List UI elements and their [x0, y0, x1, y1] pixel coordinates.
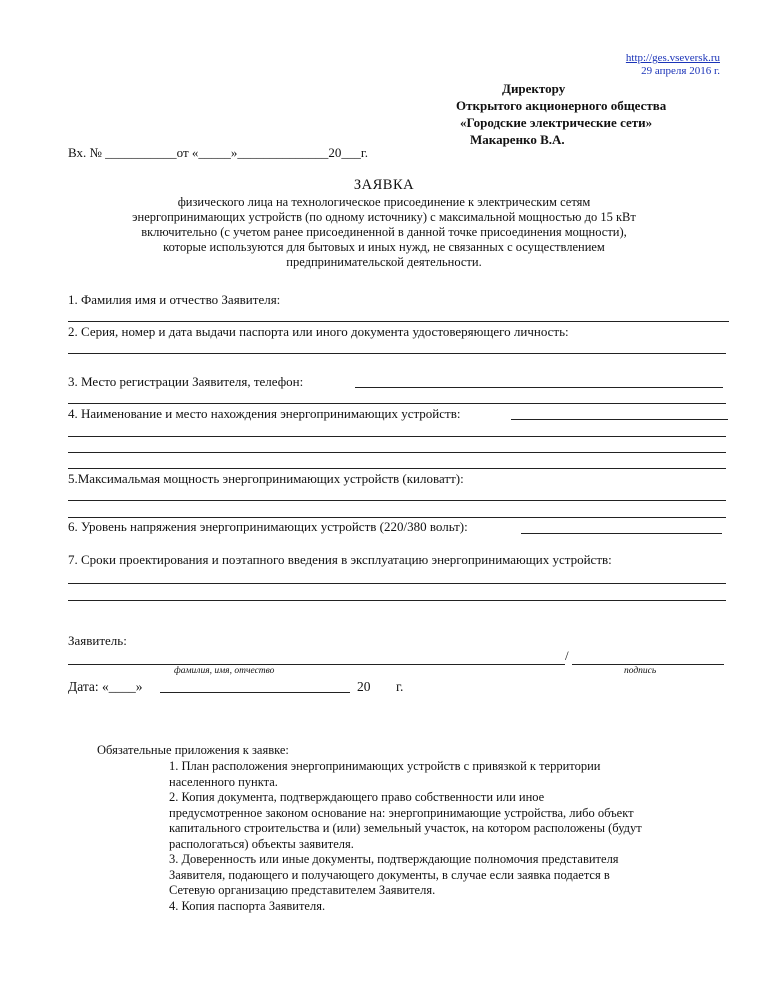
source-date: 29 апреля 2016 г.: [641, 65, 720, 77]
field-4-fill-line[interactable]: [511, 419, 728, 420]
addressee-block: [456, 80, 666, 148]
field-1-fill-line[interactable]: [68, 321, 729, 322]
date-fill-line[interactable]: [160, 692, 350, 693]
signature-line[interactable]: [572, 664, 724, 665]
field-3-fill-line-2[interactable]: [68, 403, 726, 404]
field-4-fill-line-3[interactable]: [68, 452, 726, 453]
subtitle-line: энергопринимающих устройств (по одному источнику) с максимальной мощностью до 15 кВт: [132, 210, 636, 224]
date-year: 20: [357, 679, 371, 694]
applicant-name-line[interactable]: [68, 664, 565, 665]
attachments-list: [169, 759, 642, 914]
date-year-suffix: г.: [396, 679, 404, 694]
subtitle-line: предпринимательской деятельности.: [286, 255, 482, 269]
field-1-label: 1. Фамилия имя и отчество Заявителя:: [68, 292, 281, 307]
field-6-label: 6. Уровень напряжения энергопринимающих устройств (220/380 вольт):: [68, 519, 468, 534]
attachment-line: капитального строительства и (или) земельный участок, на котором расположены (будут: [169, 821, 642, 835]
addressee-line-2: Открытого акционерного общества: [456, 98, 667, 113]
field-5-fill-line-2[interactable]: [68, 517, 726, 518]
attachment-line: населенного пункта.: [169, 774, 278, 789]
date-prefix: Дата: «____»: [68, 679, 143, 694]
attachment-line: 4. Копия паспорта Заявителя.: [169, 898, 326, 913]
source-header: [626, 52, 720, 78]
field-7-label: 7. Сроки проектирования и поэтапного введения в эксплуатацию энергопринимающих устройств:: [68, 552, 612, 567]
attachments-heading: Обязательные приложения к заявке:: [97, 743, 289, 757]
field-7-fill-line-2[interactable]: [68, 600, 726, 601]
attachment-line: Сетевую организацию представителем Заявителя.: [169, 883, 436, 897]
attachment-line: Заявителя, подающего и получающего документы, в случае если заявка подается в: [169, 867, 610, 882]
attachment-line: 3. Доверенность или иные документы, подтверждающие полномочия представителя: [169, 852, 619, 866]
field-3-fill-line[interactable]: [355, 387, 723, 388]
field-3-label: 3. Место регистрации Заявителя, телефон:: [68, 374, 304, 389]
addressee-line-4: Макаренко В.А.: [470, 132, 565, 147]
addressee-line-1: Директору: [502, 81, 566, 96]
attachment-line: 2. Копия документа, подтверждающего право собственности или иное: [169, 790, 545, 804]
subtitle-line: физического лица на технологическое присоединение к электрическим сетям: [177, 195, 591, 209]
document-subtitle: [0, 195, 768, 270]
field-4-fill-line-4[interactable]: [68, 468, 726, 469]
subtitle-line: включительно (с учетом ранее присоединенной в данной точке присоединения мощности),: [141, 225, 627, 239]
field-5-label: 5.Максимальмая мощность энергопринимающих устройств (киловатт):: [68, 471, 464, 486]
field-2-label: 2. Серия, номер и дата выдачи паспорта или иного документа удостоверяющего личность:: [68, 324, 569, 339]
attachment-line: 1. План расположения энергопринимающих устройств с привязкой к территории: [169, 759, 601, 773]
field-4-fill-line-2[interactable]: [68, 436, 726, 437]
field-4-label: 4. Наименование и место нахождения энергопринимающих устройств:: [68, 406, 461, 421]
document-title: ЗАЯВКА: [353, 177, 415, 193]
field-2-fill-line[interactable]: [68, 353, 726, 354]
signature-caption: подпись: [624, 666, 657, 676]
applicant-label: Заявитель:: [68, 633, 127, 648]
field-7-fill-line[interactable]: [68, 583, 726, 584]
source-link[interactable]: http://ges.vseversk.ru: [625, 52, 720, 64]
subtitle-line: которые используются для бытовых и иных нужд, не связанных с осуществлением: [163, 240, 605, 254]
name-caption: фамилия, имя, отчество: [174, 666, 275, 676]
field-6-fill-line[interactable]: [521, 533, 722, 534]
attachment-line: предусмотренное законом основание на: энергопринимающие устройства, либо объект: [169, 805, 634, 820]
signature-slash: /: [565, 648, 569, 663]
field-5-fill-line[interactable]: [68, 500, 726, 501]
addressee-line-3: «Городские электрические сети»: [460, 115, 653, 130]
incoming-number: Вх. № ___________от «_____»______________20___г.: [68, 145, 369, 160]
attachment-line: распологаться) объекты заявителя.: [169, 836, 354, 851]
